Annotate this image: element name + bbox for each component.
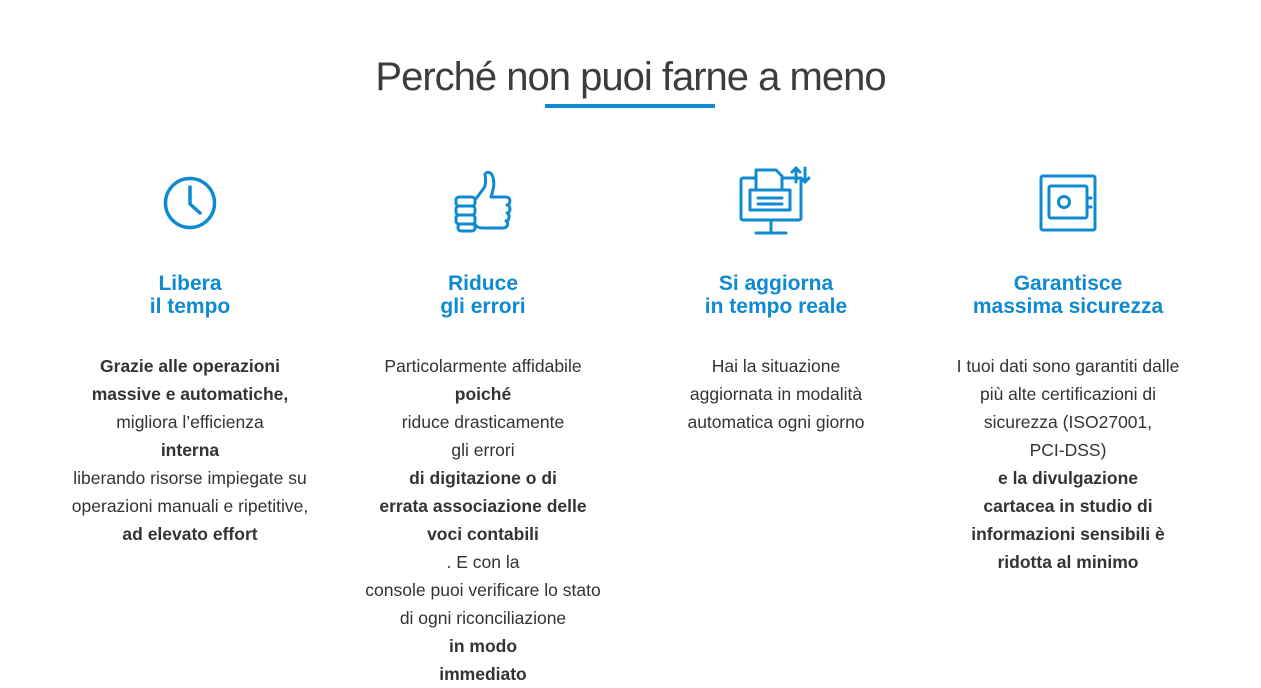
feature-heading bbox=[338, 272, 628, 318]
description-line bbox=[923, 380, 1213, 408]
description-text: aggiornata in modalità bbox=[689, 384, 863, 404]
description-bold-text: in modo bbox=[448, 636, 518, 656]
description-line bbox=[923, 352, 1213, 380]
thumbs-up-icon bbox=[338, 160, 628, 246]
description-bold-text: ridotta al minimo bbox=[997, 552, 1139, 572]
description-bold-text: informazioni sensibili è bbox=[971, 524, 1165, 544]
description-line bbox=[338, 492, 628, 520]
description-line bbox=[631, 352, 921, 380]
description-text: più alte certificazioni di bbox=[979, 384, 1157, 404]
feature-heading bbox=[45, 272, 335, 318]
description-text: liberando risorse impiegate su bbox=[73, 468, 307, 488]
feature-heading-line: Si aggiorna bbox=[718, 272, 834, 295]
feature-heading bbox=[631, 272, 921, 318]
feature-heading-line: Libera bbox=[158, 272, 222, 295]
feature-card-reduce-errors bbox=[338, 0, 628, 684]
feature-card-free-time bbox=[45, 0, 335, 626]
feature-heading-line: Riduce bbox=[447, 272, 518, 295]
description-text: PCI-DSS) bbox=[1029, 440, 1107, 460]
feature-heading-line: gli errori bbox=[440, 295, 526, 318]
description-text: migliora l’efficienza bbox=[116, 412, 264, 432]
description-bold-text: poiché bbox=[454, 384, 512, 404]
section-title: Perché non puoi farne a meno bbox=[375, 55, 886, 99]
description-line bbox=[338, 520, 628, 576]
description-text: automatica ogni giorno bbox=[687, 412, 865, 432]
description-bold-text: immediato bbox=[439, 664, 527, 684]
description-bold-text: errata associazione delle bbox=[379, 496, 587, 516]
description-bold-text: voci contabili bbox=[427, 524, 539, 544]
description-line bbox=[45, 492, 335, 520]
description-bold-text: massive e automatiche, bbox=[91, 384, 289, 404]
description-line bbox=[923, 548, 1213, 576]
description-text: console puoi verificare lo stato bbox=[365, 580, 601, 600]
feature-card-security bbox=[923, 0, 1213, 626]
description-line bbox=[631, 380, 921, 408]
description-text: I tuoi dati sono garantiti dalle bbox=[956, 356, 1180, 376]
description-text: operazioni manuali e ripetitive, bbox=[71, 496, 309, 516]
feature-heading-line: massima sicurezza bbox=[972, 295, 1164, 318]
feature-heading-line: il tempo bbox=[149, 295, 231, 318]
description-line bbox=[45, 520, 335, 548]
description-bold-text: ad elevato effort bbox=[122, 524, 258, 544]
description-line bbox=[338, 576, 628, 604]
description-bold-text: cartacea in studio di bbox=[983, 496, 1153, 516]
description-bold-text: interna bbox=[160, 440, 220, 460]
monitor-sync-icon bbox=[631, 160, 921, 246]
description-text: . E con la bbox=[446, 552, 520, 572]
description-line bbox=[631, 408, 921, 436]
description-text: di ogni riconciliazione bbox=[399, 608, 567, 628]
feature-heading-line: in tempo reale bbox=[704, 295, 848, 318]
description-line bbox=[923, 520, 1213, 548]
safe-icon bbox=[923, 160, 1213, 246]
description-line bbox=[45, 380, 335, 408]
feature-description bbox=[631, 352, 921, 436]
description-bold-text: e la divulgazione bbox=[997, 468, 1139, 488]
description-text: Hai la situazione bbox=[711, 356, 841, 376]
description-line bbox=[923, 436, 1213, 492]
description-line bbox=[45, 408, 335, 464]
feature-card-real-time bbox=[631, 0, 921, 626]
description-line bbox=[338, 352, 628, 380]
description-line bbox=[338, 660, 628, 688]
description-line bbox=[45, 352, 335, 380]
description-line bbox=[338, 436, 628, 492]
description-text: Particolarmente affidabile bbox=[384, 356, 582, 376]
description-bold-text: di digitazione o di bbox=[409, 468, 557, 488]
feature-description bbox=[45, 352, 335, 548]
description-text: sicurezza (ISO27001, bbox=[983, 412, 1153, 432]
description-line bbox=[923, 492, 1213, 520]
feature-heading bbox=[923, 272, 1213, 318]
description-line bbox=[338, 380, 628, 436]
feature-description bbox=[338, 352, 628, 688]
description-line bbox=[923, 408, 1213, 436]
description-text: gli errori bbox=[451, 440, 515, 460]
description-bold-text: Grazie alle operazioni bbox=[100, 356, 280, 376]
description-line bbox=[45, 464, 335, 492]
description-text: riduce drasticamente bbox=[401, 412, 565, 432]
clock-icon bbox=[45, 160, 335, 246]
feature-heading-line: Garantisce bbox=[1013, 272, 1123, 295]
feature-description bbox=[923, 352, 1213, 576]
description-line bbox=[338, 604, 628, 660]
